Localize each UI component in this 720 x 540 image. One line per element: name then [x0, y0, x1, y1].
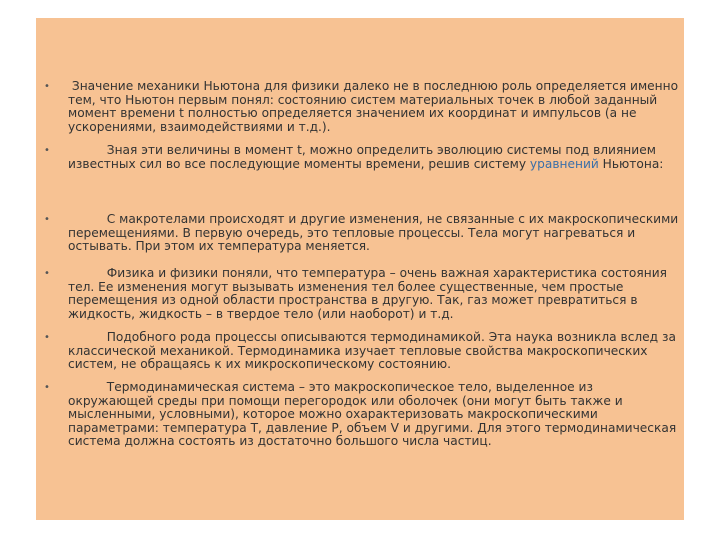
paragraph-text-after-link: Ньютона: [598, 156, 664, 171]
paragraph-text: С макротелами происходят и другие изменения, не связанные с их макроскопическими перемещениями. В первую очередь, это тепловые процессы. Тела могут нагреваться и остывать. При этом их температура меняется. [68, 212, 683, 254]
paragraph-text: Подобного рода процессы описываются термодинамикой. Эта наука возникла вслед за классической механикой. Термодинамика изучает тепловые свойства макроскопических систем, не обращаясь к их микроскопическому состоянию. [68, 330, 680, 372]
bullet-icon: • [44, 382, 50, 393]
paragraph-text: Значение механики Ньютона для физики далеко не в последнюю роль определяется именно тем, что Ньютон первым понял: состоянию систем материальных точек в любой заданный момент времени t полностью определяется значением их координат и импульсов (а не ускорениями, взаимодействиями и т.д.). [68, 79, 682, 134]
bullet-icon: • [44, 145, 50, 156]
bullet-item-thermodynamic-system [44, 380, 681, 449]
bullet-item-system-evolution [44, 143, 680, 171]
bullet-icon: • [44, 214, 50, 225]
bullet-icon: • [44, 268, 50, 279]
bullet-icon: • [44, 332, 50, 343]
bullet-item-newton-mechanics [44, 79, 682, 134]
bullet-item-temperature [44, 266, 680, 321]
slide [36, 18, 684, 520]
bullet-item-thermodynamics [44, 330, 680, 372]
equations-link[interactable]: уравнений [529, 156, 599, 171]
paragraph-text [68, 144, 680, 171]
paragraph-text: Физика и физики поняли, что температура – очень важная характеристика состояния тел. Ее изменения могут вызывать изменения тел более существенные, чем простые перемещения из одной области пространства в другую. Так, газ может превратиться в жидкость, жидкость – в твердое тело (или наоборот) и т.д. [68, 266, 671, 321]
paragraph-text-before-link: Зная эти величины в момент t, можно определить эволюцию системы под влиянием известных сил во все последующие моменты времени, решив систему [68, 143, 660, 171]
bullet-icon: • [44, 81, 50, 92]
bullet-item-thermal-processes [44, 212, 683, 254]
paragraph-text: Термодинамическая система – это макроскопическое тело, выделенное из окружающей среды при помощи перегородок или оболочек (они могут быть также и мысленными, условными), которое можно охарактеризовать макроскопическими параметрами: температура T, давление P, объем V и другими. Для этого термодинамическая система должна состоять из достаточно большого числа частиц. [68, 380, 681, 449]
